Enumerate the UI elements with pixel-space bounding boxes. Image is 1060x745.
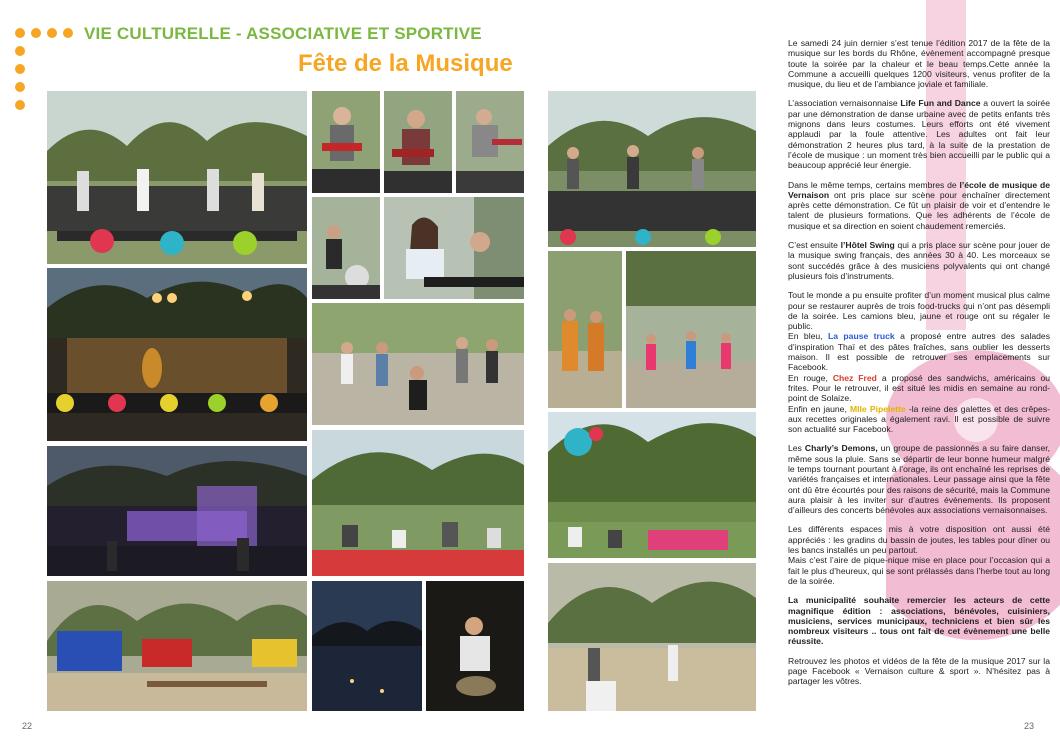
paragraph-food-trucks: Tout le monde a pu ensuite profiter d’un moment musical plus calme pour se restaurer auprès de trois food-trucks qui n’ont pas désempli de la soirée. Les camions bleu, jaune et rouge ont su régaler le public. En bleu, La pause truck a proposé entre autres des salades d’inspiration Thaï et des pâtes fraîches, sans oublier les desserts maison. Il est possible de retrouver ses emplacements sur Facebook. En rouge, Chez Fred a proposé des sandwichs, américains ou frites. Pour le retrouver, il est situé les midis en semaine au rond-point de Solaize. Enfin en jaune, Mlle Pipelette -la reine des galettes et des crêpes- aux recettes originales a également ravi. Il est possible de suivre son actualité sur Facebook.	[788, 290, 1051, 435]
photo-drummer	[312, 197, 380, 299]
photo-band-stage	[548, 91, 756, 247]
photo-food-trucks	[47, 581, 307, 711]
photo-stage-band-day	[47, 91, 307, 264]
photo-promenade	[548, 563, 756, 711]
paragraph-hotel-swing: C’est ensuite l’Hôtel Swing qui a pris place sur scène pour jouer de la musique swing français, des années 30 à 40. Les morceaux se sont succédés grâce à des musiciens polyvalents qui ont changé plusieurs fois d’instruments.	[788, 240, 1050, 281]
photo-night-drummer	[426, 581, 524, 711]
photo-costumed-kids	[548, 251, 622, 408]
photo-guitarist-seated	[456, 91, 524, 193]
photo-night-swing-stage	[47, 268, 307, 441]
photo-night-stage-lights	[47, 446, 307, 576]
page-title: Fête de la Musique	[298, 50, 513, 77]
page-number-left: 22	[22, 721, 33, 731]
paragraph-life-fun: L’association vernaisonnaise Life Fun and Dance a ouvert la soirée par une démonstration de danse urbaine avec de petits enfants très mignons dans leurs costumes. Leurs efforts ont été vivement applaudi par la foule attentive. Les adultes ont fait leur démonstration 2 heures plus tard, à la suite de la prestation de l’école de musique : un moment très bien accueilli par le public qui a beaucoup apprécié leur énergie.	[788, 98, 1050, 171]
article-text	[788, 38, 1050, 696]
photo-picnic-crowd	[312, 430, 524, 576]
paragraph-intro: Le samedi 24 juin dernier s’est tenue l’édition 2017 de la fête de la musique sur les bords du Rhône, évènement accompagné presque toute la soirée par la chaleur et le beau temps.Cette année la Commune a accueilli quelques 1200 visiteurs, venus profiter de la musique, du lieu et de l’ambiance joviale et familiale.	[788, 38, 1050, 90]
photo-kids-dancing	[626, 251, 756, 408]
paragraph-espaces: Les différents espaces mis à votre disposition ont aussi été appréciés : les gradins du bassin de joutes, les tables pour dîner ou les bancs installés un peu partout. Mais c’est l’aire de pique-nique mise en place pour l’occasion qui a fait le plus d’heureux, qui se sont prélassés dans l’herbe tout au long de la soirée.	[788, 524, 1050, 586]
page-number-right: 23	[1023, 721, 1034, 731]
photo-guitarist-red	[384, 91, 452, 193]
photo-young-guitarist	[312, 91, 380, 193]
right-page	[766, 0, 1060, 745]
paragraph-ecole: Dans le même temps, certains membres de l’école de musique de Vernaison ont pris place sur scène pour enchaîner directement après cette démonstration. Ce fût un plaisir de voir et d’entendre le talent de plusieurs formations. Que les adhérents de l’école de musique et sa direction en soient chaudement remerciés.	[788, 179, 1051, 231]
section-title: VIE CULTURELLE - ASSOCIATIVE ET SPORTIVE	[84, 24, 482, 43]
paragraph-charlys: Les Charly’s Demons, un groupe de passionnés a su faire danser, même sous la pluie. Sans se départir de leur bonne humeur malgré le temps tournant pourtant à l’orage, ils ont enchaîné les reprises de variétés françaises et internationales. Leur passage ainsi que la fête ont dû être écourtés pour des raisons de sécurité, mais la Commune aura plaisir à les inviter sur d’autres évènements. Ils proposent d’ailleurs des concerts bénévoles aux associations vernaisonnaises.	[788, 443, 1050, 516]
photo-dancers	[312, 303, 524, 425]
paragraph-remerciements: La municipalité souhaite remercier les acteurs de cette magnifique édition : associations, bénévoles, cuisiniers, musiciens, services municipaux, techniciens et bien sûr les nombreux visiteurs .. tous ont fait de cet évènement une belle réussite.	[788, 595, 1050, 647]
photo-park-crowd	[548, 412, 756, 558]
paragraph-facebook: Retrouvez les photos et vidéos de la fête de la musique 2017 sur la page Facebook « Vernaison culture & sport ». N’hésitez pas à partager les vôtres.	[788, 655, 1050, 687]
photo-keyboard-player	[384, 197, 524, 299]
photo-river-dusk	[312, 581, 422, 711]
